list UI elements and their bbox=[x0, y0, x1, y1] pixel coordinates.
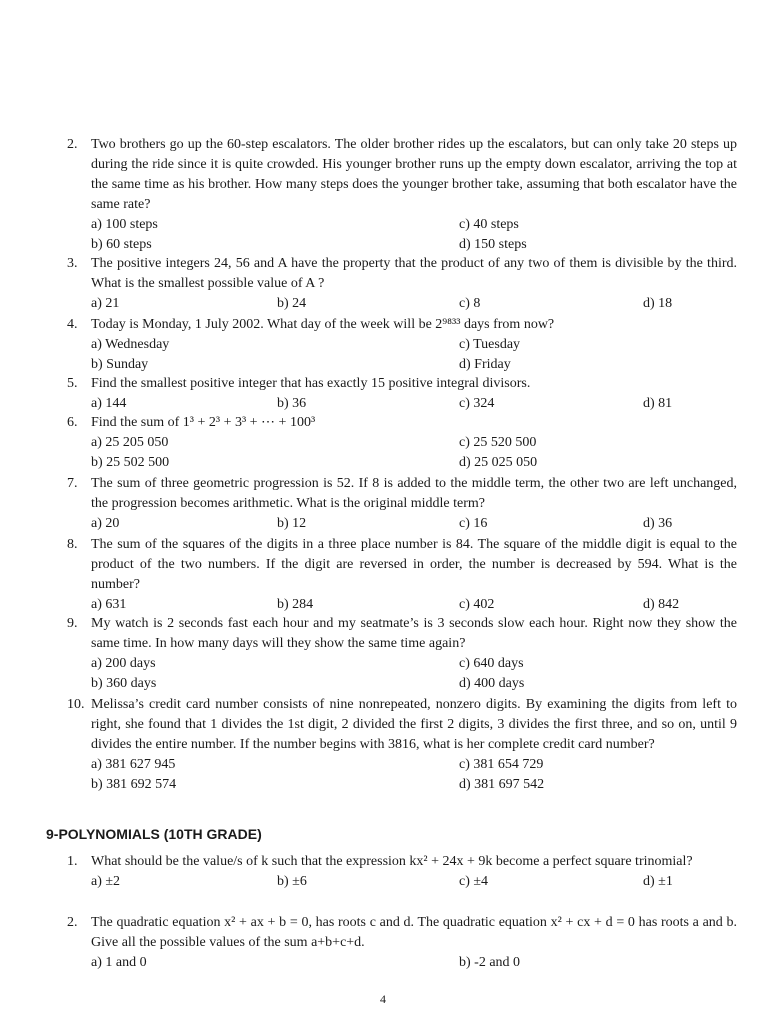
answer-choices-row bbox=[91, 755, 737, 775]
answer-choice: a) 200 days bbox=[91, 656, 156, 671]
question-text: Melissa’s credit card number consists of nine nonrepeated, nonzero digits. By examining the digits from left to right, she found that 1 divides the 1st digit, 2 divided the first 2 digits, 3 divides the first three, and so on, until 9 divides the entire number. If the number begins with 3816, what is her complete credit card number? bbox=[91, 697, 737, 752]
question-item bbox=[67, 852, 737, 892]
answer-choice: b) 60 steps bbox=[91, 237, 152, 252]
question-item bbox=[67, 135, 737, 255]
question-item bbox=[67, 374, 737, 414]
answer-choice: b) 24 bbox=[277, 296, 307, 311]
page-number: 4 bbox=[380, 992, 386, 1006]
question-number: 10. bbox=[67, 697, 85, 712]
question-item bbox=[67, 913, 737, 973]
answer-choice: c) 25 520 500 bbox=[459, 435, 537, 450]
question-text: What should be the value/s of k such that the expression kx² + 24x + 9k become a perfect square trinomial? bbox=[91, 854, 693, 869]
answer-choice: c) Tuesday bbox=[459, 337, 521, 352]
answer-choice: d) 150 steps bbox=[459, 237, 527, 252]
answer-choice: a) 20 bbox=[91, 516, 120, 531]
answer-choices-row bbox=[91, 654, 737, 674]
answer-choices-row bbox=[91, 355, 737, 375]
answer-choices-row bbox=[91, 453, 737, 473]
answer-choice: d) 36 bbox=[643, 516, 673, 531]
question-item bbox=[67, 474, 737, 534]
answer-choice: b) ±6 bbox=[277, 874, 307, 889]
answer-choice: b) -2 and 0 bbox=[459, 955, 521, 970]
answer-choice: c) 402 bbox=[459, 597, 495, 612]
answer-choice: c) 640 days bbox=[459, 656, 524, 671]
question-text: Find the sum of 1³ + 2³ + 3³ + ⋯ + 100³ bbox=[91, 415, 316, 430]
section-title: 9-POLYNOMIALS (10TH GRADE) bbox=[46, 826, 262, 842]
question-text: The sum of the squares of the digits in a three place number is 84. The square of the middle digit is equal to the product of the two numbers. If the digit are reversed in order, the number is decreased by 594. What is the number? bbox=[91, 537, 737, 592]
answer-choice: c) 16 bbox=[459, 516, 488, 531]
answer-choices-row bbox=[91, 215, 737, 235]
answer-choice: d) 81 bbox=[643, 396, 673, 411]
answer-choice: b) Sunday bbox=[91, 357, 149, 372]
answer-choice: c) ±4 bbox=[459, 874, 489, 889]
answer-choice: c) 381 654 729 bbox=[459, 757, 544, 772]
question-number: 8. bbox=[67, 537, 78, 552]
answer-choice: a) 21 bbox=[91, 296, 120, 311]
question-text: The sum of three geometric progression is 52. If 8 is added to the middle term, the other two are left unchanged, the progression becomes arithmetic. What is the original middle term? bbox=[91, 476, 737, 511]
question-item bbox=[67, 535, 737, 615]
answer-choices-row bbox=[91, 514, 737, 534]
question-number: 6. bbox=[67, 415, 78, 430]
answer-choice: d) 381 697 542 bbox=[459, 777, 545, 792]
question-text: My watch is 2 seconds fast each hour and my seatmate’s is 3 seconds slow each hour. Right now they show the same time. In how many days will they show the same time again? bbox=[91, 616, 737, 651]
question-item bbox=[67, 695, 737, 795]
answer-choice: b) 12 bbox=[277, 516, 307, 531]
answer-choices-row bbox=[91, 953, 737, 973]
answer-choice: a) ±2 bbox=[91, 874, 121, 889]
answer-choice: a) 1 and 0 bbox=[91, 955, 147, 970]
answer-choices-row bbox=[91, 394, 737, 414]
answer-choice: a) 381 627 945 bbox=[91, 757, 176, 772]
question-text: The quadratic equation x² + ax + b = 0, has roots c and d. The quadratic equation x² + cx + d = 0 has roots a and b. Give all the possible values of the sum a+b+c+d. bbox=[91, 915, 737, 950]
answer-choice: d) Friday bbox=[459, 357, 511, 372]
answer-choice: a) 100 steps bbox=[91, 217, 158, 232]
answer-choices-row bbox=[91, 872, 737, 892]
question-number: 5. bbox=[67, 376, 78, 391]
question-item bbox=[67, 413, 737, 473]
answer-choice: d) 400 days bbox=[459, 676, 525, 691]
question-number: 7. bbox=[67, 476, 78, 491]
answer-choice: a) 25 205 050 bbox=[91, 435, 169, 450]
answer-choice: b) 381 692 574 bbox=[91, 777, 177, 792]
answer-choices-row bbox=[91, 335, 737, 355]
answer-choices-row bbox=[91, 433, 737, 453]
answer-choice: d) 842 bbox=[643, 597, 680, 612]
answer-choice: a) Wednesday bbox=[91, 337, 170, 352]
answer-choice: a) 144 bbox=[91, 396, 127, 411]
answer-choice: c) 8 bbox=[459, 296, 481, 311]
question-number: 9. bbox=[67, 616, 78, 631]
answer-choices-row bbox=[91, 235, 737, 255]
answer-choice: d) 25 025 050 bbox=[459, 455, 538, 470]
question-text: Two brothers go up the 60-step escalators. The older brother rides up the escalators, but can only take 20 steps up during the ride since it is quite crowded. His younger brother runs up the empty down escalator, arriving the top at the same time as his brother. How many steps does the younger brother take, assuming that both escalator have the same rate? bbox=[91, 137, 737, 212]
answer-choice: c) 324 bbox=[459, 396, 495, 411]
question-number: 1. bbox=[67, 854, 78, 869]
question-number: 4. bbox=[67, 317, 78, 332]
answer-choice: c) 40 steps bbox=[459, 217, 519, 232]
answer-choice: d) ±1 bbox=[643, 874, 673, 889]
answer-choices-row bbox=[91, 595, 737, 615]
question-number: 2. bbox=[67, 137, 78, 152]
question-number: 2. bbox=[67, 915, 78, 930]
answer-choice: a) 631 bbox=[91, 597, 127, 612]
answer-choices-row bbox=[91, 775, 737, 795]
question-text: The positive integers 24, 56 and A have the property that the product of any two of them is divisible by the third. What is the smallest possible value of A ? bbox=[91, 256, 737, 291]
answer-choices-row bbox=[91, 294, 737, 314]
question-text: Find the smallest positive integer that has exactly 15 positive integral divisors. bbox=[91, 376, 531, 391]
answer-choice: b) 284 bbox=[277, 597, 314, 612]
question-item bbox=[67, 614, 737, 694]
question-text: Today is Monday, 1 July 2002. What day of the week will be 2⁹⁸³³ days from now? bbox=[91, 317, 555, 332]
answer-choices-row bbox=[91, 674, 737, 694]
answer-choice: b) 25 502 500 bbox=[91, 455, 170, 470]
answer-choice: d) 18 bbox=[643, 296, 673, 311]
question-item bbox=[67, 254, 737, 314]
question-item bbox=[67, 315, 737, 375]
answer-choice: b) 360 days bbox=[91, 676, 157, 691]
answer-choice: b) 36 bbox=[277, 396, 307, 411]
question-number: 3. bbox=[67, 256, 78, 271]
